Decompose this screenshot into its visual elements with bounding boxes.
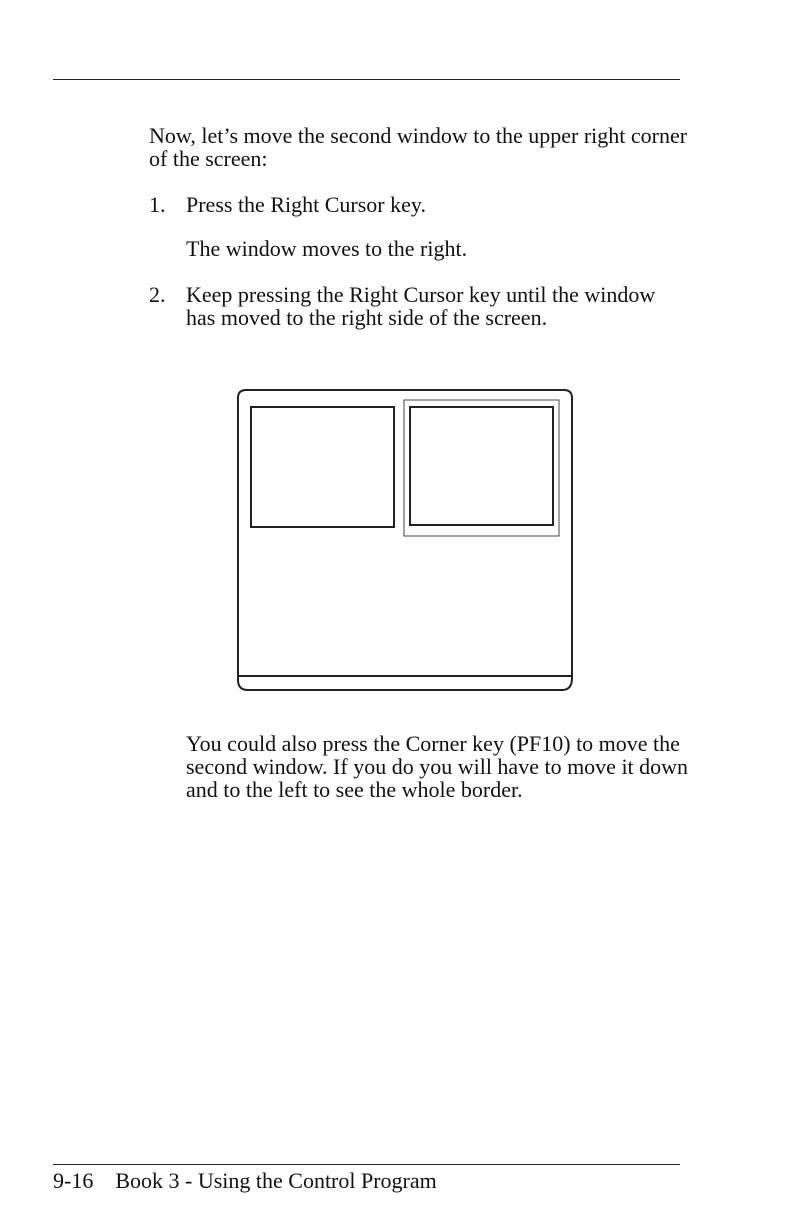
screen-outline (238, 390, 572, 690)
second-window-inner (410, 407, 553, 525)
step-1-text: Press the Right Cursor key. (186, 192, 426, 217)
step-1-number: 1. (149, 192, 166, 217)
first-window (251, 407, 394, 527)
step-2-text: Keep pressing the Right Cursor key until the window has moved to the right side of the screen. (186, 282, 656, 330)
book-title: Book 3 - Using the Control Program (115, 1168, 437, 1193)
intro-paragraph: Now, let’s move the second window to the upper right corner of the screen: (149, 123, 688, 171)
footer-rule (53, 1164, 680, 1165)
step-1-result: The window moves to the right. (186, 236, 468, 261)
screen-windows-illustration (236, 388, 574, 693)
header-rule (53, 79, 680, 80)
page-footer (53, 1168, 437, 1194)
page-number: 9-16 (53, 1168, 94, 1193)
note-paragraph: You could also press the Corner key (PF10) to move the second window. If you do you will have to move it down and to the left to see the whole border. (186, 731, 689, 802)
second-window-outer (404, 400, 559, 536)
step-2-number: 2. (149, 282, 166, 307)
